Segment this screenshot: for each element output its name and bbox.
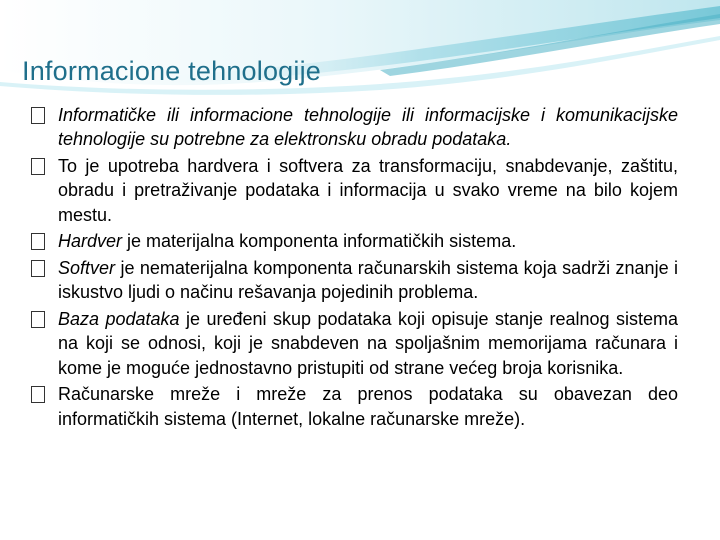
bullet-square-icon (31, 233, 45, 250)
header-wave-decoration (0, 0, 720, 110)
bullet-lead: Informatičke ili informacione tehnologije ili informacijske i komunikacijske tehnologije su potrebne za elektronsku obradu podataka. (58, 105, 678, 150)
bullet-square-icon (31, 107, 45, 124)
slide-title: Informacione tehnologije (22, 56, 321, 86)
bullet-square-icon (31, 386, 45, 403)
bullet-list (30, 103, 678, 433)
bullet-text: je materijalna komponenta informatičkih sistema. (122, 231, 517, 252)
bullet-text: je uređeni skup podataka koji opisuje stanje realnog sistema na koji se odnosi, koji je snabdeven na spoljašnim memorijama računara i kome je moguće jednostavno pristupiti od strane većeg broja korisnika. (58, 309, 679, 378)
bullet-lead: Softver (58, 258, 116, 278)
bullet-text: je nematerijalna komponenta računarskih sistema koja sadrži znanje i iskustvo ljudi o načinu rešavanja pojedinih problema. (58, 258, 678, 303)
bullet-square-icon (31, 311, 45, 328)
bullet-item (30, 382, 678, 431)
bullet-text: To je upotreba hardvera i softvera za transformaciju, snabdevanje, zaštitu, obradu i pretraživanje podataka i informacija u svako vreme na bilo kojem mestu. (58, 156, 678, 225)
bullet-lead: Baza podataka (58, 309, 180, 329)
bullet-square-icon (31, 158, 45, 175)
bullet-item (30, 256, 678, 305)
bullet-item (30, 103, 678, 152)
bullet-square-icon (31, 260, 45, 277)
bullet-item (30, 154, 678, 227)
bullet-item (30, 307, 678, 380)
bullet-item (30, 229, 678, 253)
bullet-text: Računarske mreže i mreže za prenos podataka su obavezan deo informatičkih sistema (Internet, lokalne računarske mreže). (58, 384, 678, 429)
bullet-lead: Hardver (58, 231, 123, 252)
